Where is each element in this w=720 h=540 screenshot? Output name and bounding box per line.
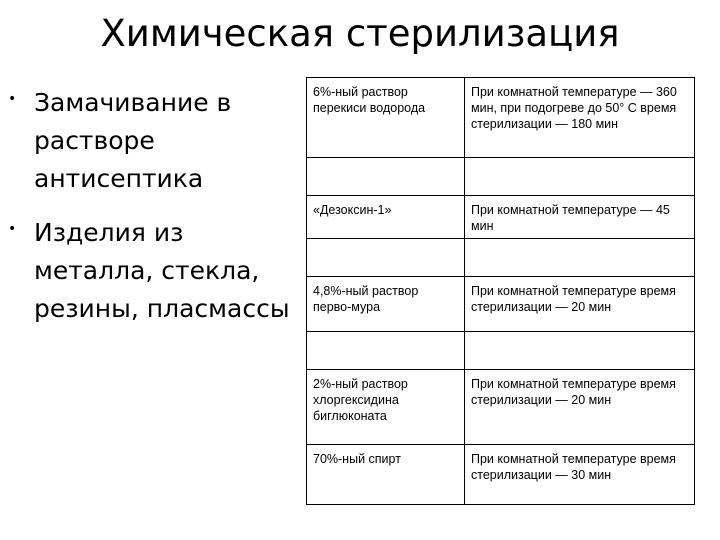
table-row: [307, 196, 695, 239]
bullet-text: Замачивание в растворе антисептика: [34, 88, 232, 193]
table-row: [307, 78, 695, 158]
agent-cell: [307, 158, 465, 196]
bullet-item: [8, 214, 308, 328]
conditions-cell: При комнатной температуре — 45 мин: [465, 196, 695, 239]
conditions-cell: [465, 239, 695, 277]
bullet-dot-icon: •: [8, 221, 17, 237]
bullet-text: Изделия из металла, стекла, резины, пласмассы: [34, 218, 290, 323]
agent-cell: 70%-ный спирт: [307, 445, 465, 505]
agent-cell: [307, 332, 465, 370]
agent-cell: 4,8%-ный раствор перво-мура: [307, 277, 465, 332]
agent-cell: «Дезоксин-1»: [307, 196, 465, 239]
conditions-cell: При комнатной температуре время стерилизации — 30 мин: [465, 445, 695, 505]
slide-title: Химическая стерилизация: [100, 12, 620, 55]
agent-cell: 6%-ный раствор перекиси водорода: [307, 78, 465, 158]
conditions-cell: При комнатной температуре время стерилизации — 20 мин: [465, 277, 695, 332]
table-row-empty: [307, 332, 695, 370]
sterilization-table-wrapper: [306, 77, 694, 505]
table-row: [307, 445, 695, 505]
conditions-cell: При комнатной температуре — 360 мин, при подогреве до 50° С время стерилизации — 180 мин: [465, 78, 695, 158]
table-row-empty: [307, 158, 695, 196]
conditions-cell: [465, 332, 695, 370]
agent-cell: 2%-ный раствор хлоргексидина биглюконата: [307, 370, 465, 445]
table-row: [307, 370, 695, 445]
table-row-empty: [307, 239, 695, 277]
table-row: [307, 277, 695, 332]
bullet-dot-icon: •: [8, 91, 17, 107]
sterilization-table: [306, 77, 695, 505]
conditions-cell: При комнатной температуре время стерилизации — 20 мин: [465, 370, 695, 445]
bullet-list: [8, 84, 308, 344]
bullet-item: [8, 84, 308, 198]
agent-cell: [307, 239, 465, 277]
conditions-cell: [465, 158, 695, 196]
